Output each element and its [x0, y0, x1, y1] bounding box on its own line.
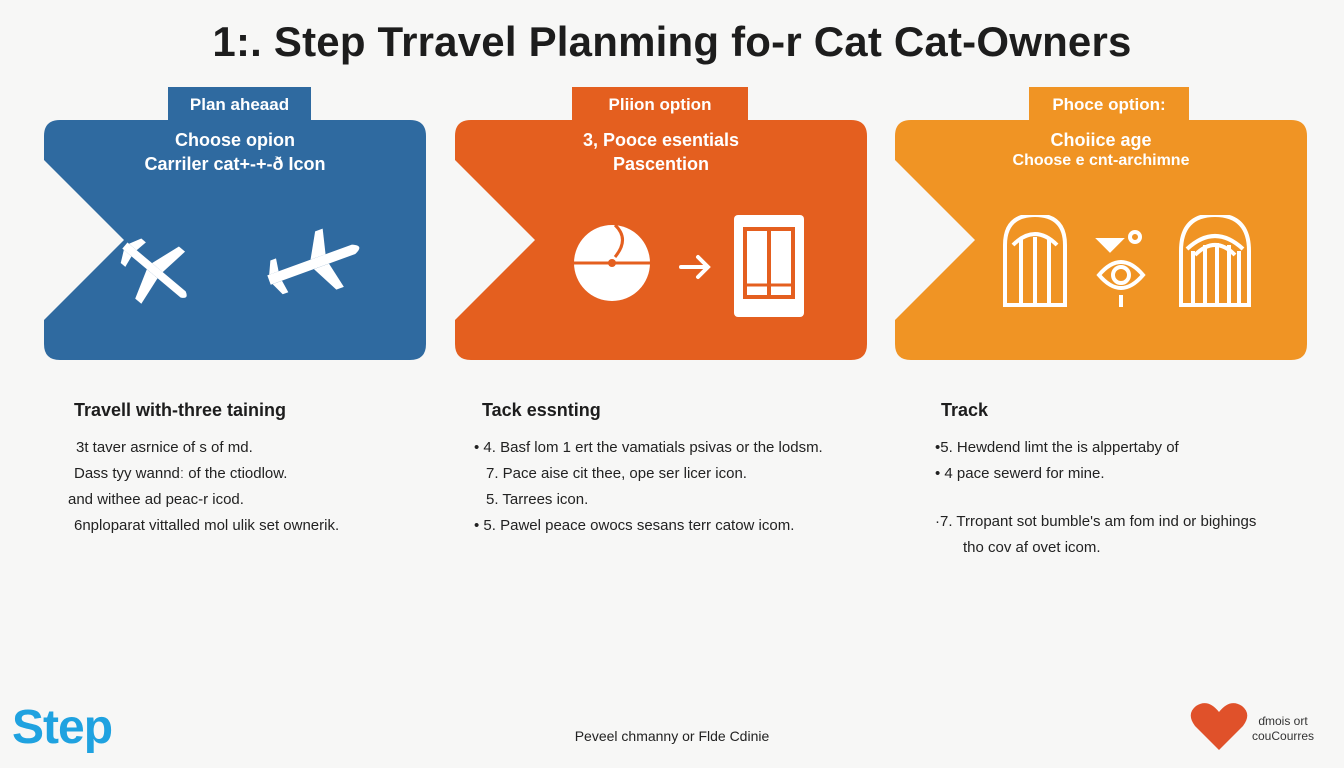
column-line: • 4 pace sewerd for mine. — [935, 465, 1105, 482]
badge-text — [1252, 714, 1314, 744]
page-title: 1:. Step Trravel Planming fo-r Cat Cat-Owners — [212, 18, 1132, 65]
column-line: 6nploparat vittalled mol ulik set ownerik. — [74, 517, 340, 534]
badge-line-2: couCourres — [1252, 729, 1315, 743]
column-line: ·7. Trropant sot bumble's am fom ind or bighings — [935, 513, 1257, 530]
column-line: • 5. Pawel peace owocs sesans terr catow icom. — [474, 517, 795, 534]
column-line: Dass tyy wanndː of the ctiodlow. — [74, 465, 288, 482]
column-line: 5. Tarrees icon. — [486, 491, 589, 508]
arrow-right-icon — [681, 257, 708, 277]
door-icon — [734, 215, 804, 317]
column-track — [935, 400, 1335, 561]
tab-label: Phoce option: — [1052, 95, 1166, 114]
card-icons — [895, 215, 1307, 325]
tab-label: Pliion option — [608, 95, 712, 114]
card-icons — [455, 215, 867, 325]
bowl-icon — [574, 225, 650, 301]
tab-plan-ahead[interactable] — [168, 87, 311, 123]
step-card-orange — [895, 120, 1307, 360]
column-heading: Track — [941, 400, 989, 420]
brand-logo: Step — [12, 701, 113, 754]
column-travel — [68, 400, 448, 539]
card-line-1: 3, Pooce esentials — [582, 130, 740, 150]
tab-phoce-option[interactable] — [1029, 87, 1189, 123]
step-card-blue — [44, 120, 426, 360]
card-line-1: Choose opion — [175, 130, 295, 150]
column-line: 7. Pace aise cit thee, ope ser licer icon. — [486, 465, 747, 482]
cage-icon — [1005, 215, 1065, 305]
footer-caption: Peveel chmanny or Flde Cdinie — [574, 728, 770, 744]
tab-label: Plan aheaad — [189, 95, 290, 114]
airplane-icon — [103, 220, 208, 324]
badge-line-1: ɗmois ort — [1258, 714, 1308, 728]
card-line-2: Carriler cat+-+-ð Icon — [144, 154, 326, 174]
step-card-red — [455, 120, 867, 360]
card-line-2: Choose e cnt-archimne — [1012, 152, 1190, 169]
heart-icon — [1190, 700, 1248, 752]
tab-pilon-option[interactable] — [572, 87, 748, 123]
column-heading: Tack essnting — [482, 400, 601, 420]
column-line: •5. Hewdend limt the is alppertaby of — [935, 439, 1179, 456]
column-line: and withee ad peac-r icod. — [68, 491, 244, 508]
cage-icon — [1181, 215, 1249, 305]
card-line-2: Pascention — [612, 154, 710, 174]
column-line: 3t taver asrnice of s of md. — [76, 439, 253, 456]
airplane-icon — [259, 219, 370, 310]
column-line: tho cov af ovet icom. — [963, 539, 1101, 556]
column-line: • 4. Basf lom 1 ert the vamatials psivas or the lodsm. — [474, 439, 823, 456]
card-icons — [44, 215, 426, 325]
column-heading: Travell with-three taining — [74, 400, 287, 420]
eye-icon — [1099, 232, 1143, 307]
column-essentials — [474, 400, 854, 539]
card-line-1: Choiice age — [1050, 130, 1152, 150]
